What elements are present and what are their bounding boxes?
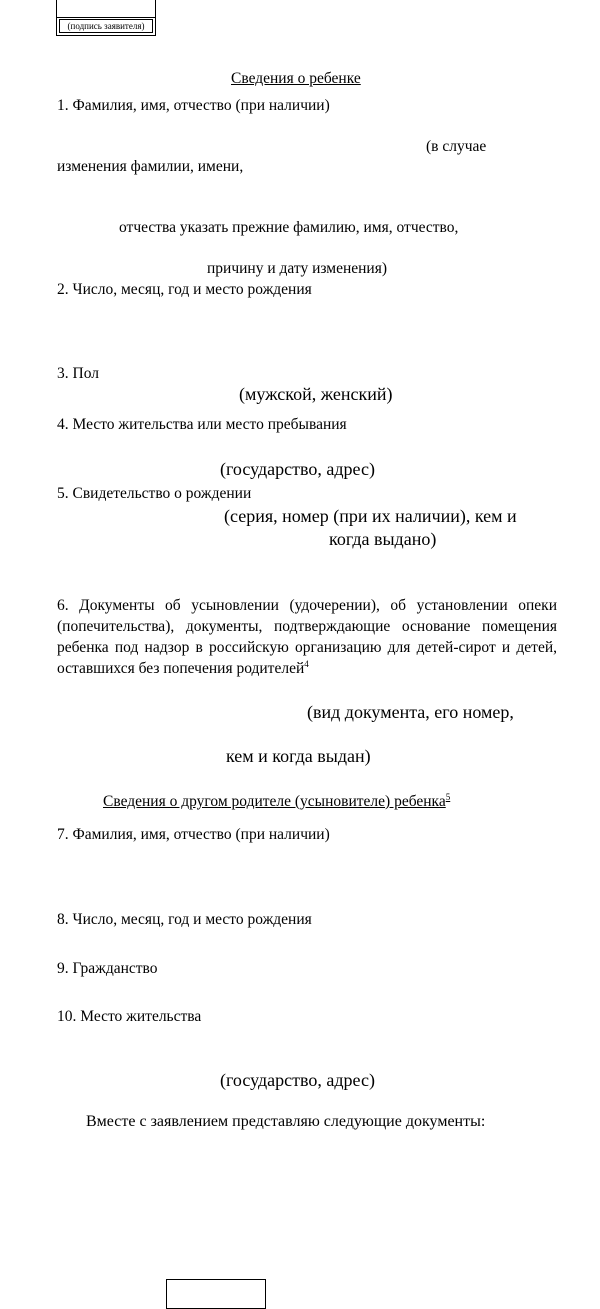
item-4-label: 4. Место жительства или место пребывания	[57, 416, 347, 433]
item-5-label: 5. Свидетельство о рождении	[57, 485, 252, 502]
item-1-note-b: изменения фамилии, имени,	[57, 158, 244, 175]
item-1-label: 1. Фамилия, имя, отчество (при наличии)	[57, 97, 330, 114]
parent-section-heading	[103, 792, 450, 812]
item-2-label: 2. Число, месяц, год и место рождения	[57, 281, 312, 298]
parent-section-footnote: 5	[445, 791, 451, 802]
item-6-text: 6. Документы об усыновлении (удочерении), об установлении опеки (попечительства), документы, подтверждающие основание помещения ребенка под надзор в российскую организацию для детей-сирот и детей, оставшихся без попечения родителей	[57, 597, 557, 677]
item-1-note-c: отчества указать прежние фамилию, имя, отчество,	[119, 219, 459, 236]
item-10-label: 10. Место жительства	[57, 1008, 202, 1025]
item-7-label: 7. Фамилия, имя, отчество (при наличии)	[57, 826, 330, 843]
item-3-note: (мужской, женский)	[239, 384, 393, 404]
child-section-heading: Сведения о ребенке	[231, 70, 361, 87]
item-6-note-b: кем и когда выдан)	[226, 746, 371, 766]
item-6-paragraph	[57, 595, 557, 679]
item-6-footnote: 4	[304, 658, 309, 669]
item-5-note-b: когда выдано)	[329, 529, 437, 549]
item-1-note-d: причину и дату изменения)	[207, 260, 388, 277]
item-4-note: (государство, адрес)	[220, 459, 375, 479]
documents-intro: Вместе с заявлением представляю следующие документы:	[86, 1113, 486, 1130]
bottom-box	[166, 1279, 266, 1309]
item-3-label: 3. Пол	[57, 365, 99, 382]
signature-caption: (подпись заявителя)	[59, 19, 153, 33]
parent-section-heading-text: Сведения о другом родителе (усыновителе) ребенка	[103, 793, 446, 810]
item-8-label: 8. Число, месяц, год и место рождения	[57, 911, 312, 928]
item-6-note-a: (вид документа, его номер,	[307, 702, 514, 722]
item-10-note: (государство, адрес)	[220, 1070, 375, 1090]
item-5-note-a: (серия, номер (при их наличии), кем и	[224, 506, 517, 526]
signature-box	[56, 0, 156, 36]
item-1-note-a: (в случае	[426, 138, 487, 155]
item-9-label: 9. Гражданство	[57, 960, 158, 977]
signature-line	[57, 17, 155, 18]
